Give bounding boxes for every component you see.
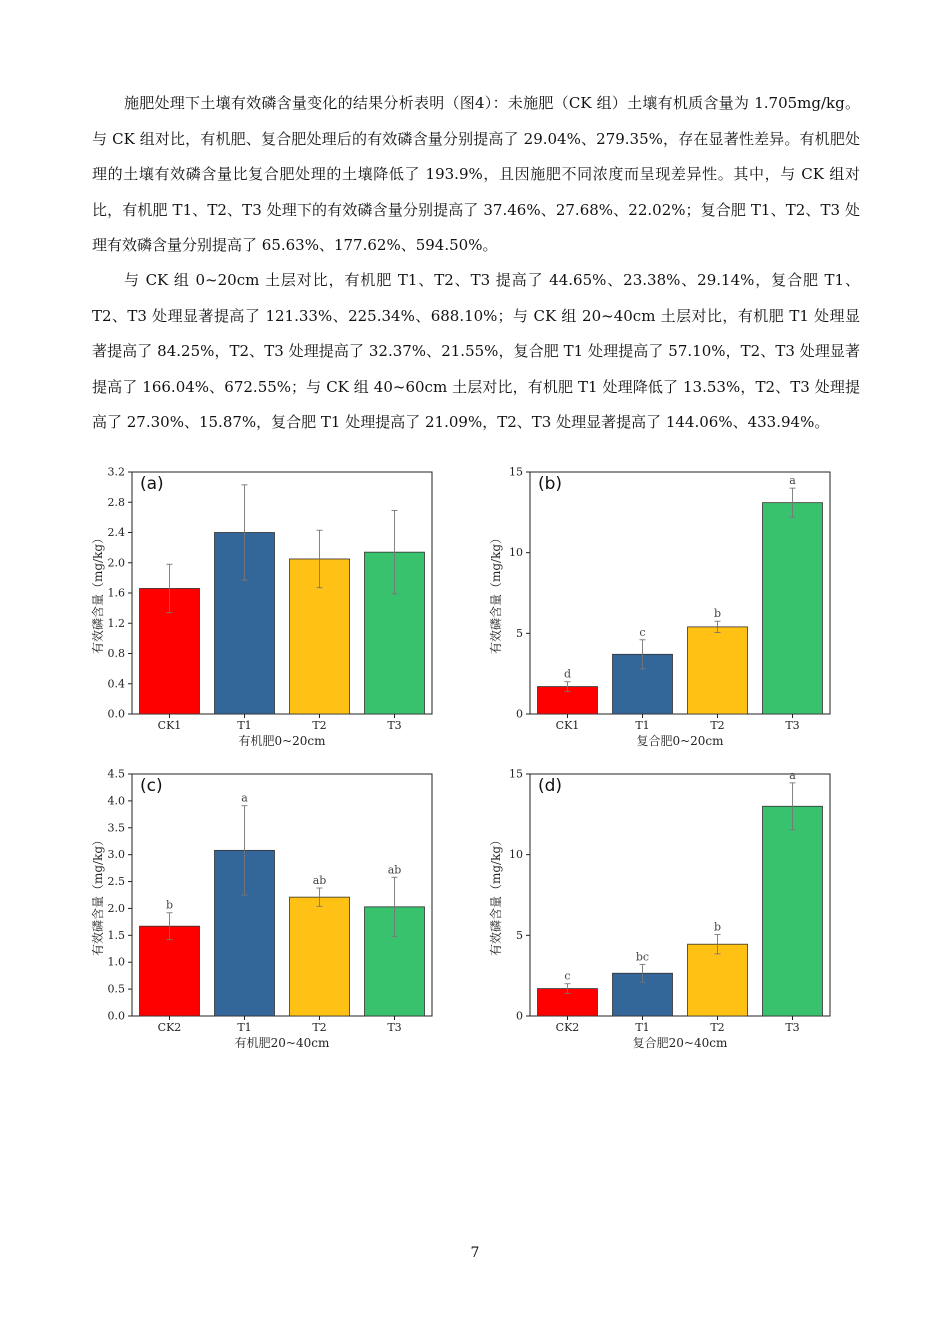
significance-letter: b [713,607,722,621]
significance-letter: b [713,920,722,934]
chart-svg [92,462,442,752]
x-tick-label: T2 [710,1021,725,1034]
chart-svg [92,764,442,1054]
significance-letter: c [564,969,571,983]
bar [763,503,823,714]
x-tick-label: CK1 [157,719,182,732]
x-axis-label: 复合肥20~40cm [632,1036,728,1050]
y-tick-label: 10 [509,546,523,560]
x-tick-label: T3 [785,719,800,732]
y-tick-label: 4.5 [107,767,125,781]
y-tick-label: 2.5 [107,875,125,889]
chart-b [490,462,840,752]
y-tick-label: 15 [509,767,523,781]
y-axis-label: 有效磷含量（mg/kg） [489,531,503,655]
y-tick-label: 5 [516,928,523,942]
panel-label: (d) [538,776,563,796]
significance-letter: bc [635,950,650,964]
y-tick-label: 3.2 [107,465,125,479]
panel-label: (c) [140,776,163,796]
bar [688,944,748,1016]
x-tick-label: T2 [312,719,327,732]
significance-letter: d [563,667,572,681]
y-tick-label: 0.8 [107,647,125,660]
x-tick-label: CK2 [555,1021,580,1034]
x-tick-label: T3 [387,719,402,732]
y-tick-label: 0.0 [107,1009,125,1023]
panel-label: (b) [538,474,563,494]
x-tick-label: T1 [237,1021,252,1034]
chart-d [490,764,840,1054]
x-tick-label: CK1 [555,719,580,732]
chart-a [92,462,442,752]
y-tick-label: 2.4 [107,526,125,539]
page-number: 7 [470,1245,480,1261]
y-tick-label: 0.5 [107,982,125,996]
x-tick-label: T2 [312,1021,327,1034]
x-axis-label: 有机肥20~40cm [234,1036,330,1050]
y-tick-label: 1.6 [107,586,125,600]
y-tick-label: 2.0 [107,901,125,915]
x-tick-label: T1 [237,719,252,732]
y-tick-label: 0.0 [107,707,125,721]
significance-letter: a [789,474,796,488]
significance-letter: a [789,768,796,782]
x-tick-label: T3 [387,1021,402,1034]
chart-svg [490,764,840,1054]
significance-letter: b [165,898,174,912]
y-tick-label: 1.5 [107,928,125,942]
y-tick-label: 2.0 [107,556,125,570]
y-axis-label: 有效磷含量（mg/kg） [91,531,105,655]
paragraph-1: 施肥处理下土壤有效磷含量变化的结果分析表明（图4）：未施肥（CK 组）土壤有机质含量为 1.705mg/kg。与 CK 组对比，有机肥、复合肥处理后的有效磷含量分别提高了 29.04%、279.35%，存在显著性差异。有机肥处理的土壤有效磷含量比复合肥处理的土壤降低了 193.9%，且因施肥不同浓度而呈现差异性。其中，与 CK 组对比，有机肥 T1、T2、T3 处理下的有效磷含量分别提高了 37.46%、27.68%、22.02%；复合肥 T1、T2、T3 处理有效磷含量分别提高了 65.63%、177.62%、594.50%。 [92,94,860,255]
significance-letter: ab [312,874,327,888]
panel-label: (a) [140,474,164,494]
y-tick-label: 3.5 [107,821,125,835]
paragraph-2: 与 CK 组 0~20cm 土层对比，有机肥 T1、T2、T3 提高了 44.65%、23.38%、29.14%，复合肥 T1、T2、T3 处理显著提高了 121.33%、225.34%、688.10%；与 CK 组 20~40cm 土层对比，有机肥 T1 处理显著提高了 84.25%，T2、T3 处理提高了 32.37%、21.55%，复合肥 T1 处理提高了 57.10%，T2、T3 处理显著提高了 166.04%、672.55%；与 CK 组 40~60cm 土层对比，有机肥 T1 处理降低了 13.53%，T2、T3 处理提高了 27.30%、15.87%，复合肥 T1 处理提高了 21.09%，T2、T3 处理显著提高了 144.06%、433.94%。 [92,271,860,432]
x-axis-label: 有机肥0~20cm [238,734,326,748]
y-tick-label: 4.0 [107,794,125,808]
chart-svg [490,462,840,752]
bar [688,627,748,714]
significance-letter: ab [387,863,402,877]
y-axis-label: 有效磷含量（mg/kg） [91,833,105,957]
y-axis-label: 有效磷含量（mg/kg） [489,833,503,957]
y-tick-label: 5 [516,626,523,640]
y-tick-label: 15 [509,465,523,479]
x-axis-label: 复合肥0~20cm [636,734,724,748]
bar [763,806,823,1016]
y-tick-label: 1.2 [107,616,125,630]
chart-c [92,764,442,1054]
y-tick-label: 2.8 [107,495,125,509]
y-tick-label: 0 [516,1009,523,1023]
significance-letter: c [639,625,646,639]
y-tick-label: 10 [509,848,523,862]
bar [290,897,350,1016]
y-tick-label: 0 [516,707,523,721]
y-tick-label: 1.0 [107,955,125,969]
y-tick-label: 3.0 [107,848,125,862]
x-tick-label: CK2 [157,1021,182,1034]
x-tick-label: T1 [635,719,650,732]
x-tick-label: T1 [635,1021,650,1034]
x-tick-label: T2 [710,719,725,732]
x-tick-label: T3 [785,1021,800,1034]
y-tick-label: 0.4 [107,677,125,691]
significance-letter: a [241,791,248,805]
